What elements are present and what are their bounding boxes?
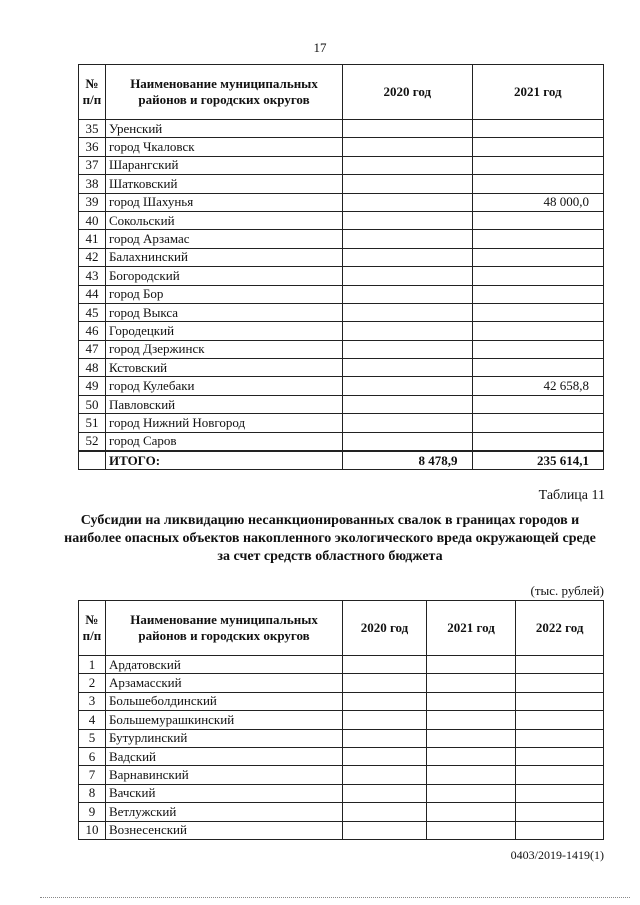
table-row bbox=[79, 395, 604, 413]
row-name: город Чкаловск bbox=[105, 138, 342, 156]
row-value-2020 bbox=[343, 230, 472, 248]
row-value-2020 bbox=[343, 359, 472, 377]
table-row bbox=[79, 322, 604, 340]
row-number: 49 bbox=[79, 377, 106, 395]
row-number: 7 bbox=[79, 766, 106, 784]
row-number: 41 bbox=[79, 230, 106, 248]
row-value-2021 bbox=[472, 285, 603, 303]
table-row bbox=[79, 766, 604, 784]
row-value-2020 bbox=[343, 285, 472, 303]
landfill-subsidy-table bbox=[78, 600, 604, 840]
row-value-2020 bbox=[343, 248, 472, 266]
row-number: 4 bbox=[79, 711, 106, 729]
row-name: Ветлужский bbox=[105, 803, 342, 821]
row-name: город Выкса bbox=[105, 303, 342, 321]
row-value-2020 bbox=[343, 747, 427, 765]
row-name: Сокольский bbox=[105, 211, 342, 229]
row-value-2020 bbox=[343, 766, 427, 784]
row-number: 50 bbox=[79, 395, 106, 413]
total-num-cell bbox=[79, 451, 106, 470]
row-name: город Дзержинск bbox=[105, 340, 342, 358]
row-value-2021 bbox=[472, 230, 603, 248]
header-2022: 2022 год bbox=[516, 601, 604, 656]
row-value-2020 bbox=[343, 395, 472, 413]
row-name: Уренский bbox=[105, 120, 342, 138]
row-name: Вадский bbox=[105, 747, 342, 765]
row-value-2021 bbox=[472, 211, 603, 229]
row-number: 42 bbox=[79, 248, 106, 266]
row-value-2021 bbox=[426, 766, 516, 784]
row-number: 47 bbox=[79, 340, 106, 358]
row-number: 38 bbox=[79, 175, 106, 193]
table-row bbox=[79, 359, 604, 377]
row-number: 45 bbox=[79, 303, 106, 321]
row-value-2021: 42 658,8 bbox=[472, 377, 603, 395]
row-value-2022 bbox=[516, 711, 604, 729]
table-body bbox=[79, 120, 604, 452]
row-number: 36 bbox=[79, 138, 106, 156]
row-number: 3 bbox=[79, 692, 106, 710]
row-value-2021 bbox=[472, 156, 603, 174]
row-value-2020 bbox=[343, 267, 472, 285]
row-name: Вачский bbox=[105, 784, 342, 802]
row-value-2022 bbox=[516, 784, 604, 802]
table-row bbox=[79, 803, 604, 821]
row-value-2020 bbox=[343, 193, 472, 211]
header-num: № п/п bbox=[79, 601, 106, 656]
row-value-2021 bbox=[472, 175, 603, 193]
row-value-2022 bbox=[516, 766, 604, 784]
row-value-2021 bbox=[426, 729, 516, 747]
row-name: Арзамасский bbox=[105, 674, 342, 692]
row-name: город Кулебаки bbox=[105, 377, 342, 395]
row-value-2021 bbox=[472, 414, 603, 432]
row-value-2021 bbox=[426, 692, 516, 710]
table-row bbox=[79, 267, 604, 285]
table-row bbox=[79, 230, 604, 248]
row-name: Ардатовский bbox=[105, 656, 342, 674]
row-name: Кстовский bbox=[105, 359, 342, 377]
table-row bbox=[79, 656, 604, 674]
row-name: Богородский bbox=[105, 267, 342, 285]
table-row bbox=[79, 729, 604, 747]
table-row bbox=[79, 120, 604, 138]
row-value-2022 bbox=[516, 803, 604, 821]
header-2021: 2021 год bbox=[426, 601, 516, 656]
row-name: Варнавинский bbox=[105, 766, 342, 784]
row-number: 37 bbox=[79, 156, 106, 174]
row-name: Большеболдинский bbox=[105, 692, 342, 710]
row-value-2021: 48 000,0 bbox=[472, 193, 603, 211]
row-name: Балахнинский bbox=[105, 248, 342, 266]
table-row bbox=[79, 784, 604, 802]
row-value-2021 bbox=[426, 674, 516, 692]
row-name: город Нижний Новгород bbox=[105, 414, 342, 432]
row-value-2020 bbox=[343, 138, 472, 156]
row-value-2022 bbox=[516, 747, 604, 765]
row-value-2021 bbox=[426, 656, 516, 674]
row-value-2021 bbox=[472, 267, 603, 285]
table-row bbox=[79, 414, 604, 432]
row-value-2021 bbox=[472, 248, 603, 266]
row-value-2021 bbox=[426, 711, 516, 729]
table-row bbox=[79, 821, 604, 839]
row-number: 43 bbox=[79, 267, 106, 285]
row-value-2020 bbox=[343, 729, 427, 747]
table-row bbox=[79, 175, 604, 193]
row-value-2020 bbox=[343, 377, 472, 395]
document-code: 0403/2019-1419(1) bbox=[510, 848, 604, 862]
row-value-2021 bbox=[426, 803, 516, 821]
row-value-2021 bbox=[472, 303, 603, 321]
row-number: 2 bbox=[79, 674, 106, 692]
row-number: 40 bbox=[79, 211, 106, 229]
row-number: 48 bbox=[79, 359, 106, 377]
total-label: ИТОГО: bbox=[105, 451, 342, 470]
table-row bbox=[79, 711, 604, 729]
row-value-2020 bbox=[343, 692, 427, 710]
row-value-2021 bbox=[472, 432, 603, 451]
row-value-2020 bbox=[343, 303, 472, 321]
table-heading: Субсидии на ликвидацию несанкционированных свалок в границах городов и наиболее опасных объектов накопленного экологического вреда окружающей среде за счет средств областного бюджета bbox=[64, 513, 596, 564]
table-row bbox=[79, 432, 604, 451]
row-number: 46 bbox=[79, 322, 106, 340]
table-row bbox=[79, 340, 604, 358]
row-value-2020 bbox=[343, 432, 472, 451]
row-value-2022 bbox=[516, 674, 604, 692]
row-name: город Саров bbox=[105, 432, 342, 451]
row-value-2020 bbox=[343, 711, 427, 729]
header-2020: 2020 год bbox=[343, 601, 427, 656]
header-name: Наименование муниципальных районов и городских округов bbox=[105, 601, 342, 656]
row-name: Вознесенский bbox=[105, 821, 342, 839]
units-label: (тыс. рублей) bbox=[530, 583, 604, 598]
row-value-2020 bbox=[343, 803, 427, 821]
table-row bbox=[79, 692, 604, 710]
row-value-2021 bbox=[472, 322, 603, 340]
row-value-2020 bbox=[343, 211, 472, 229]
table-row bbox=[79, 285, 604, 303]
header-2020: 2020 год bbox=[343, 65, 472, 120]
row-value-2020 bbox=[343, 784, 427, 802]
row-value-2022 bbox=[516, 729, 604, 747]
table-label: Таблица 11 bbox=[538, 488, 605, 503]
table-row bbox=[79, 211, 604, 229]
row-value-2022 bbox=[516, 692, 604, 710]
row-value-2021 bbox=[426, 784, 516, 802]
row-number: 8 bbox=[79, 784, 106, 802]
row-value-2020 bbox=[343, 414, 472, 432]
row-number: 51 bbox=[79, 414, 106, 432]
row-name: Городецкий bbox=[105, 322, 342, 340]
page-number: 17 bbox=[313, 40, 327, 55]
table-row bbox=[79, 156, 604, 174]
row-value-2022 bbox=[516, 656, 604, 674]
row-value-2021 bbox=[426, 821, 516, 839]
table-row bbox=[79, 193, 604, 211]
header-name: Наименование муниципальных районов и городских округов bbox=[105, 65, 342, 120]
subsidy-table-continued bbox=[78, 64, 604, 470]
row-name: Павловский bbox=[105, 395, 342, 413]
row-value-2022 bbox=[516, 821, 604, 839]
table-row bbox=[79, 747, 604, 765]
row-number: 10 bbox=[79, 821, 106, 839]
table-body bbox=[79, 656, 604, 840]
row-name: город Шахунья bbox=[105, 193, 342, 211]
row-number: 39 bbox=[79, 193, 106, 211]
table-row bbox=[79, 248, 604, 266]
row-value-2020 bbox=[343, 120, 472, 138]
row-number: 35 bbox=[79, 120, 106, 138]
row-name: город Арзамас bbox=[105, 230, 342, 248]
table-header-row bbox=[79, 65, 604, 120]
scan-artifact-line bbox=[40, 897, 630, 899]
row-number: 52 bbox=[79, 432, 106, 451]
row-name: Бутурлинский bbox=[105, 729, 342, 747]
table-row bbox=[79, 674, 604, 692]
header-num: № п/п bbox=[79, 65, 106, 120]
row-value-2020 bbox=[343, 674, 427, 692]
table-header-row bbox=[79, 601, 604, 656]
total-row bbox=[79, 451, 604, 470]
row-value-2020 bbox=[343, 656, 427, 674]
row-value-2021 bbox=[472, 340, 603, 358]
row-value-2020 bbox=[343, 175, 472, 193]
row-name: город Бор bbox=[105, 285, 342, 303]
row-number: 44 bbox=[79, 285, 106, 303]
row-value-2021 bbox=[472, 138, 603, 156]
table-row bbox=[79, 377, 604, 395]
row-value-2020 bbox=[343, 322, 472, 340]
table-row bbox=[79, 303, 604, 321]
row-value-2021 bbox=[426, 747, 516, 765]
total-2021: 235 614,1 bbox=[472, 451, 603, 470]
row-value-2021 bbox=[472, 120, 603, 138]
row-number: 9 bbox=[79, 803, 106, 821]
row-number: 1 bbox=[79, 656, 106, 674]
row-value-2020 bbox=[343, 340, 472, 358]
row-number: 6 bbox=[79, 747, 106, 765]
row-name: Шарангский bbox=[105, 156, 342, 174]
total-2020: 8 478,9 bbox=[343, 451, 472, 470]
table-row bbox=[79, 138, 604, 156]
row-name: Большемурашкинский bbox=[105, 711, 342, 729]
row-value-2020 bbox=[343, 156, 472, 174]
header-2021: 2021 год bbox=[472, 65, 603, 120]
row-value-2020 bbox=[343, 821, 427, 839]
row-value-2021 bbox=[472, 395, 603, 413]
row-number: 5 bbox=[79, 729, 106, 747]
row-value-2021 bbox=[472, 359, 603, 377]
row-name: Шатковский bbox=[105, 175, 342, 193]
